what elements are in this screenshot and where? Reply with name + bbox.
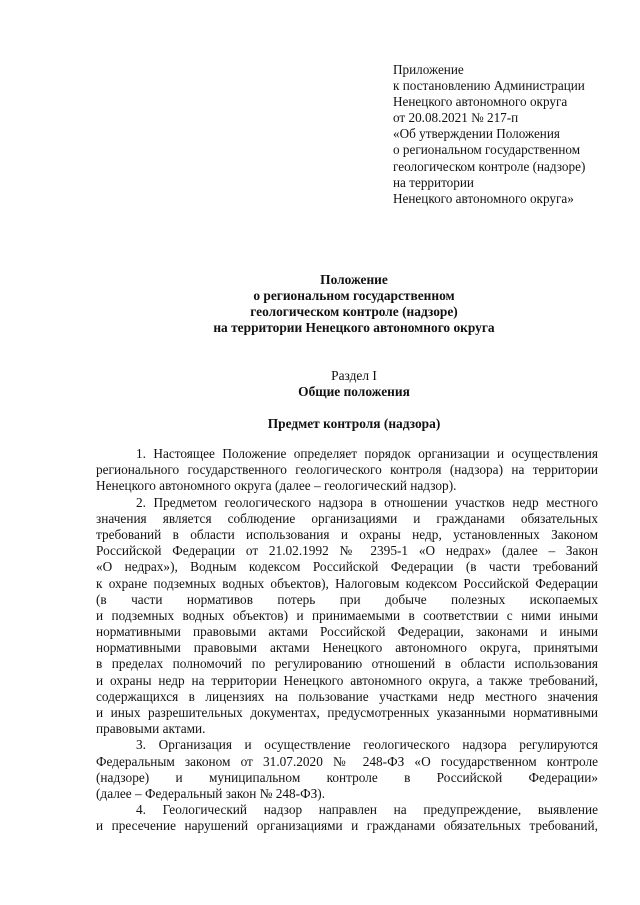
appendix-line: «Об утверждении Положения	[393, 126, 560, 142]
appendix-line: Ненецкого автономного округа»	[393, 190, 574, 206]
title-line: на территории Ненецкого автономного округа	[213, 320, 495, 335]
paragraph-line: 2. Предметом геологического надзора в отношении участков недр местного	[136, 494, 598, 510]
paragraph-line: и охраны недр на территории Ненецкого автономного округа, а также требований,	[96, 672, 598, 688]
document-title	[96, 272, 612, 336]
appendix-line: на территории	[393, 174, 474, 190]
subject-heading: Предмет контроля (надзора)	[267, 416, 441, 431]
paragraph-line: нормативными правовыми актами Ненецкого автономного округа, принятыми	[96, 640, 598, 656]
paragraph-line: Ненецкого автономного округа (далее – геологический надзор).	[96, 478, 457, 494]
paragraph-line: к охране подземных водных объектов), Налоговым кодексом Российской Федерации	[96, 575, 598, 591]
appendix-line: Приложение	[393, 62, 464, 77]
paragraph-line: (надзоре) и муниципальном контроле в Российской Федерации»	[96, 769, 598, 785]
paragraph-line: правовыми актами.	[96, 721, 206, 737]
title-line: Положение	[320, 272, 388, 287]
document-body	[96, 446, 598, 835]
paragraph-line: 3. Организация и осуществление геологического надзора регулируются	[136, 737, 598, 753]
paragraph-line: «О недрах»), Водным кодексом Российской Федерации (в части требований	[96, 559, 598, 575]
paragraph-line: Российской Федерации от 21.02.1992 № 2395-1 «О недрах» (далее – Закон	[96, 543, 598, 559]
paragraph-line: и иных разрешительных документах, предусмотренных указанными нормативными	[96, 705, 598, 720]
paragraph-line: 1. Настоящее Положение определяет порядок организации и осуществления	[136, 446, 598, 461]
title-line: геологическом контроле (надзоре)	[250, 304, 458, 319]
paragraph-line: требований в области использования и охраны недр, установленных Законом	[96, 526, 598, 542]
appendix-line: к постановлению Администрации	[393, 78, 585, 94]
appendix-line: от 20.08.2021 № 217-п	[393, 110, 519, 126]
paragraph-line: (далее – Федеральный закон № 248-ФЗ).	[96, 785, 326, 801]
paragraph-line: значения является соблюдение организациями и гражданами обязательных	[96, 510, 598, 526]
paragraph-line: содержащихся в лицензиях на пользование участками недр местного значения	[96, 688, 598, 704]
appendix-line: геологическом контроле (надзоре)	[393, 158, 586, 174]
appendix-line: о региональном государственном	[393, 142, 581, 158]
paragraph-line: и пресечение нарушений организациями и гражданами обязательных требований,	[96, 818, 598, 834]
paragraph-line: (в части нормативов потерь при добыче полезных ископаемых	[96, 591, 598, 607]
title-line: о региональном государственном	[253, 288, 455, 303]
section-name: Общие положения	[298, 384, 410, 399]
appendix-line: Ненецкого автономного округа	[393, 94, 568, 110]
section-number: Раздел I	[331, 368, 377, 383]
appendix-block	[393, 62, 633, 207]
paragraph-line: 4. Геологический надзор направлен на предупреждение, выявление	[136, 802, 598, 818]
paragraph-line: регионального государственного геологического контроля (надзора) на территории	[96, 462, 598, 478]
paragraph-line: в пределах полномочий по регулированию отношений в области использования	[96, 656, 598, 672]
paragraph-line: и подземных водных объектов) и принимаемыми в соответствии с ними иными	[96, 607, 598, 623]
paragraph-line: нормативными правовыми актами Российской Федерации, законами и иными	[96, 624, 598, 640]
paragraph-line: Федеральным законом от 31.07.2020 № 248-ФЗ «О государственном контроле	[96, 753, 598, 769]
